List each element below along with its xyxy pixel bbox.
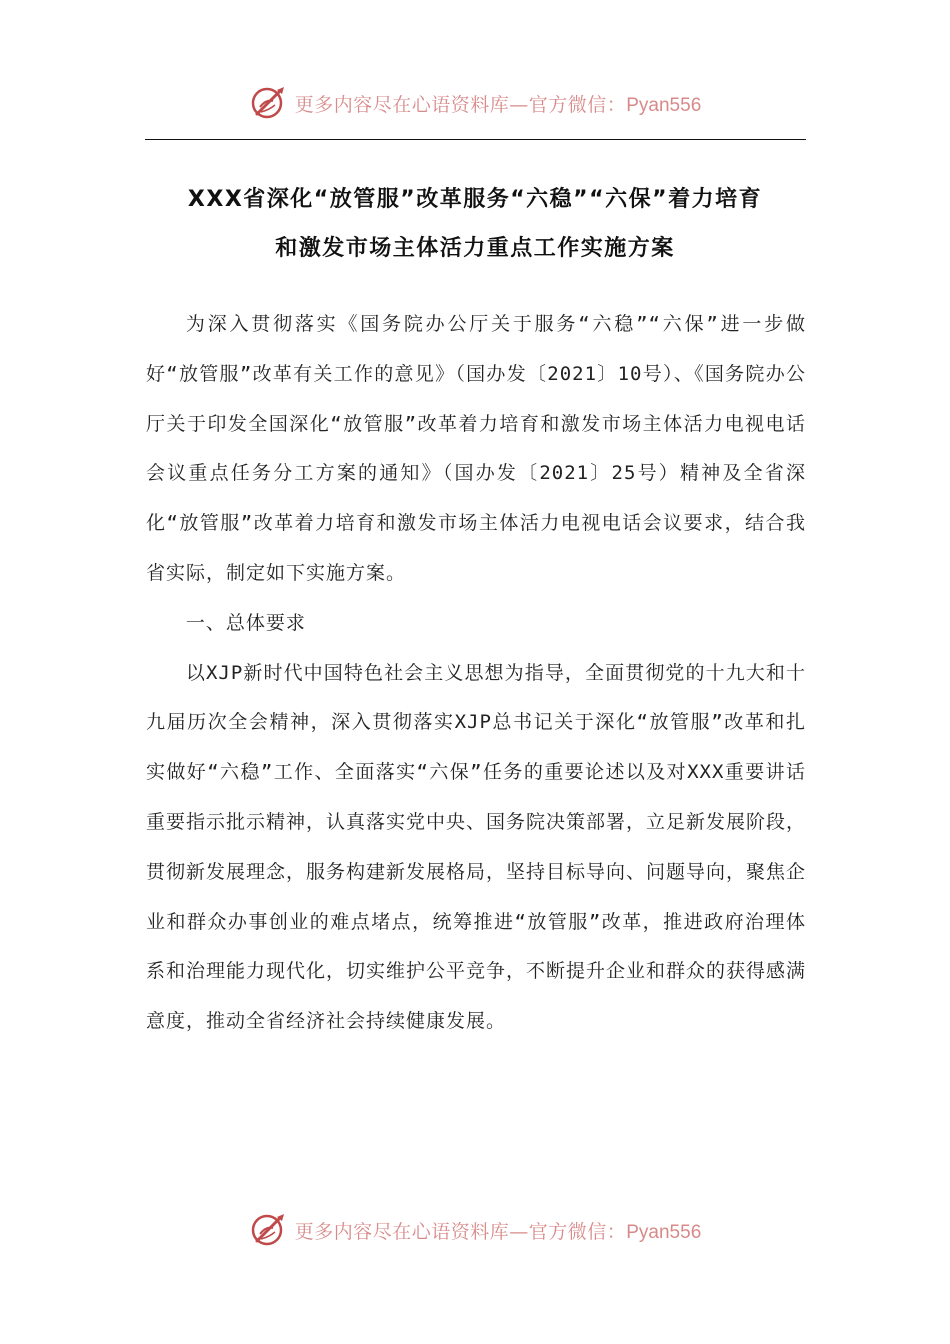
footer-banner-text: 更多内容尽在心语资料库—官方微信：Pyan556	[294, 1220, 702, 1243]
footer-banner	[0, 1208, 950, 1252]
header-banner	[0, 81, 950, 125]
header-rule	[145, 139, 806, 140]
pen-logo-icon	[249, 1210, 289, 1250]
header-wechat-id: Pyan556	[626, 94, 702, 116]
intro-paragraph: 为深入贯彻落实《国务院办公厅关于服务“六稳”“六保”进一步做好“放管服”改革有关工作的意见》（国办发〔2021〕10号）、《国务院办公厅关于印发全国深化“放管服”改革着力培育和激发市场主体活力电视电话会议重点任务分工方案的通知》（国办发〔2021〕25号）精神及全省深化“放管服”改革着力培育和激发市场主体活力电视电话会议要求，结合我省实际，制定如下实施方案。	[146, 313, 806, 584]
requirements-paragraph: 以XJP新时代中国特色社会主义思想为指导，全面贯彻党的十九大和十九届历次全会精神，深入贯彻落实XJP总书记关于深化“放管服”改革和扎实做好“六稳”工作、全面落实“六保”任务的重要论述以及对XXX重要讲话重要指示批示精神，认真落实党中央、国务院决策部署，立足新发展阶段，贯彻新发展理念，服务构建新发展格局，坚持目标导向、问题导向，聚焦企业和群众办事创业的难点堵点，统筹推进“放管服”改革，推进政府治理体系和治理能力现代化，切实维护公平竞争，不断提升企业和群众的获得感满意度，推动全省经济社会持续健康发展。	[146, 661, 807, 1033]
document-body	[146, 300, 806, 1047]
header-banner-text: 更多内容尽在心语资料库—官方微信：Pyan556	[294, 93, 702, 116]
pen-logo-icon	[249, 83, 289, 123]
footer-wechat-id: Pyan556	[626, 1221, 702, 1243]
document-title-line1: XXX省深化“放管服”改革服务“六稳”“六保”着力培育	[187, 187, 763, 212]
section-heading: 一、总体要求	[185, 611, 306, 634]
document-title-line2: 和激发市场主体活力重点工作实施方案	[275, 236, 675, 261]
